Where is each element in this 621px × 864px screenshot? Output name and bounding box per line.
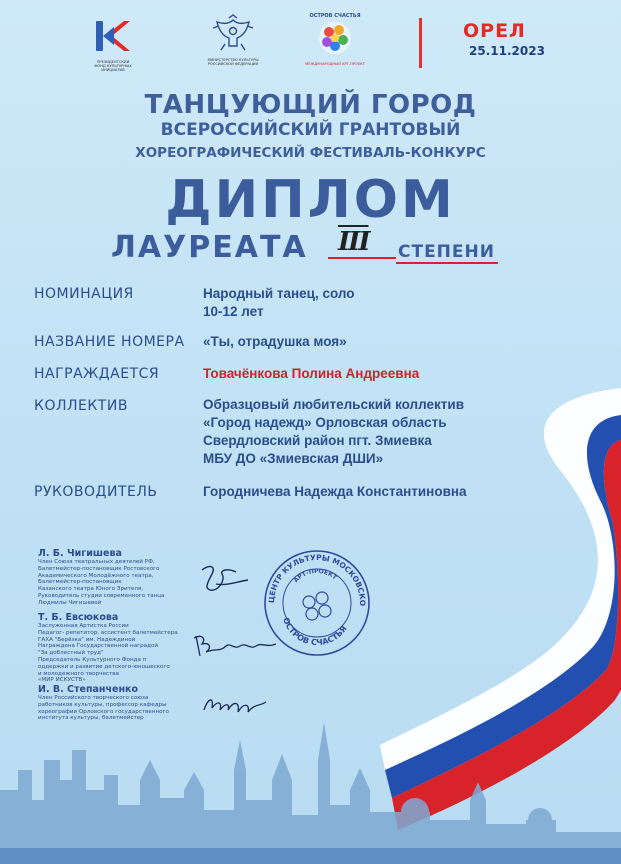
signatory-2-desc-8: и молодежного творчества [38, 670, 119, 677]
performance-title-label: НАЗВАНИЕ НОМЕРА [34, 334, 185, 350]
collective-label: КОЛЛЕКТИВ [34, 398, 128, 414]
signatory-2-desc-6: Председатель Культурного Фонда п [38, 656, 147, 663]
signatory-3-desc-4: института культуры, балетмейстер [38, 715, 144, 722]
awarded-label: НАГРАЖДАЕТСЯ [34, 366, 160, 382]
leader-label: РУКОВОДИТЕЛЬ [34, 484, 158, 500]
signatory-1-desc-5: Казанского театра Юного Зрителя, [38, 586, 144, 593]
performance-title-value: «Ты, отрадушка моя» [203, 334, 347, 349]
signatory-3-desc-2: работников культуры, профессор кафедры [38, 701, 167, 708]
city-skyline-illustration [0, 720, 621, 864]
signatory-1-desc-4: Балетмейстер-постановщик [38, 579, 122, 586]
diploma-heading: ДИПЛОМ [165, 170, 456, 230]
degree-word: СТЕПЕНИ [398, 242, 495, 262]
svg-text:ОСТРОВ СЧАСТЬЯ [281, 616, 349, 647]
signatory-1-desc-3: Академического Молодёжного театра, [38, 572, 154, 579]
signatory-1-name: Л. Б. Чигишева [38, 548, 122, 559]
signatory-2-desc-5: "За доблестный труд" [38, 650, 104, 657]
signatory-2-desc-4: Награждена Государственной наградой [38, 643, 158, 650]
nomination-value-line2: 10-12 лет [203, 304, 264, 319]
collective-value-line1: Образцовый любительский коллектив [203, 397, 465, 412]
event-date: 25.11.2023 [469, 44, 545, 58]
signatory-2-desc-9: «МИР ИСКУСТВ» [38, 677, 86, 684]
pfki-logo-caption: ПРЕЗИДЕНТСКИЙ ФОНД КУЛЬТУРНЫХ ИНИЦИАТИВ [94, 60, 132, 72]
signatory-1 [38, 548, 208, 607]
festival-subtitle-1: ВСЕРОССИЙСКИЙ ГРАНТОВЫЙ [160, 120, 461, 140]
signature-1-icon [196, 560, 256, 600]
signatory-1-desc-6: Руководитель студии современного танца [38, 592, 165, 599]
leader-value: Городничева Надежда Константиновна [203, 484, 467, 499]
signatory-2 [38, 612, 208, 684]
signatory-3-desc-1: Член Российского творческого союза [38, 695, 149, 701]
signatory-2-desc-2: Педагог- репетитор, ассистент балетмейстера [38, 629, 178, 636]
signatory-1-desc-2: Балетмейстер-постановщик Ростовского [38, 565, 160, 572]
signatory-2-name: Т. Б. Евсюкова [38, 612, 119, 623]
degree-roman-numeral: $\overline{III}$ [338, 227, 369, 257]
signatory-2-desc-7: оддержки и развитие детского-юношеского [38, 663, 170, 670]
city-name: ОРЕЛ [463, 20, 526, 42]
ostrov-logo-caption: МЕЖДУНАРОДНЫЙ АРТ-ПРОЕКТ [305, 62, 365, 66]
signatory-2-desc-3: ГАХА "Берёзка" им. Надеждиной [38, 636, 136, 643]
signatory-3 [38, 684, 208, 722]
stamp-outer-text: ЦЕНТР КУЛЬТУРЫ МОСКОВСКО [266, 552, 368, 607]
svg-text:ЦЕНТР КУЛЬТУРЫ МОСКОВСКОЙ ОБЛА [262, 548, 367, 606]
festival-subtitle-2: ХОРЕОГРАФИЧЕСКИЙ ФЕСТИВАЛЬ-КОНКУРС [135, 145, 486, 161]
stamp-bottom-text: ОСТРОВ СЧАСТЬЯ [281, 616, 349, 648]
collective-value-line3: Свердловский район пгт. Змиевка [203, 433, 432, 448]
svg-text:АРТ-ПРОЕКТ [293, 568, 339, 584]
nomination-label: НОМИНАЦИЯ [34, 286, 134, 302]
collective-value-line4: МБУ ДО «Змиевская ДШИ» [203, 451, 384, 466]
signatory-1-desc-7: Людмилы Чигишевой [38, 599, 102, 606]
signature-3-icon [200, 690, 270, 720]
festival-title: ТАНЦУЮЩИЙ ГОРОД [144, 90, 477, 120]
signatory-3-desc-3: хореографии Орловского государственного [38, 708, 169, 715]
mincult-caption: МИНИСТЕРСТВО КУЛЬТУРЫ РОССИЙСКОЙ ФЕДЕРАЦИИ [207, 58, 259, 66]
awarded-value: Товачёнкова Полина Андреевна [203, 366, 420, 381]
collective-value-line2: «Город надежд» Орловская область [203, 415, 447, 430]
ostrov-logo-title: ОСТРОВ СЧАСТЬЯ [309, 13, 361, 19]
organization-stamp [262, 548, 372, 658]
nomination-value-line1: Народный танец, соло [203, 286, 355, 301]
stamp-seal-icon [262, 548, 372, 658]
signatory-1-desc-1: Член Союза театральных деятелей РФ, [38, 559, 155, 565]
stamp-top-text: АРТ-ПРОЕКТ [292, 567, 339, 585]
signatory-3-name: И. В. Степанченко [38, 684, 138, 695]
laureate-word: ЛАУРЕАТА [111, 230, 308, 265]
signatory-2-desc-1: Заслуженная Артистка России [38, 623, 129, 629]
